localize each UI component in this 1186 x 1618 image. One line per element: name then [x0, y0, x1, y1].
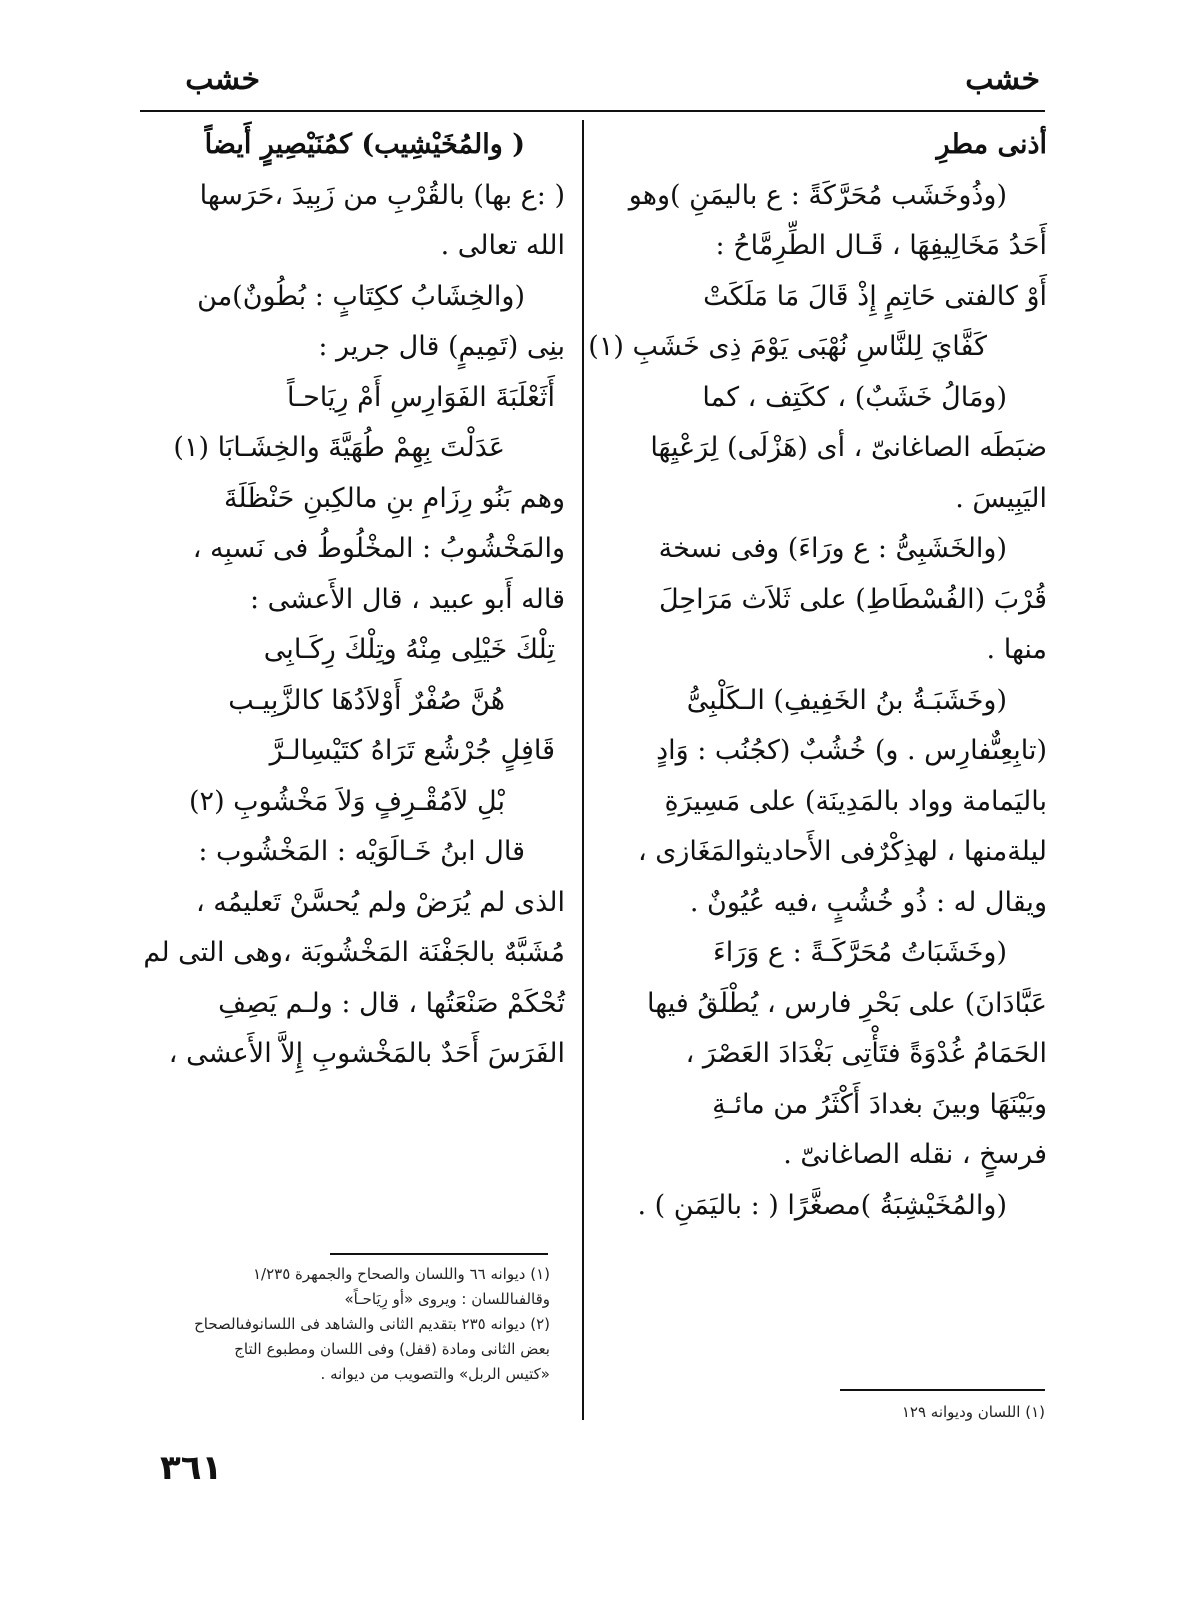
verse-line: هُنَّ صُفْرٌ أَوْلاَدُهَا كالزَّبِيـب — [228, 684, 505, 716]
running-header-left: خشب — [185, 62, 260, 97]
footnote: «كتيس الربل» والتصويب من ديوانه . — [320, 1365, 550, 1383]
verse-line: عَدَلْتَ بِهِمْ طُهَيَّةَ والخِشَـابَا (١) — [173, 432, 505, 463]
verse-line: كَفَّايَ لِلنَّاسِ نُهْبَى يَوْمَ ذِى خَشَبِ (١) — [588, 331, 987, 362]
text-line: والمَخْشُوبُ : المخْلُوطُ فى نَسبِه ، — [192, 533, 565, 564]
text-line: (ومَالُ خَشَبٌ) ، ككَتِف ، كما — [702, 381, 1007, 413]
text-line: تُحْكَمْ صَنْعَتُها ، قال : ولـم يَصِفِ — [218, 987, 565, 1019]
text-line: (وذُوخَشَب مُحَرَّكَةً : ع باليمَنِ )وهو — [628, 179, 1007, 211]
text-line: (تابِعِىٌّفارِس . و) خُشُبٌ (كجُنُب : وَادٍ — [656, 735, 1047, 766]
text-line: (وخَشَبَاتُ مُحَرَّكَـةً : ع وَرَاءَ — [713, 937, 1007, 968]
text-line: قُرْبَ (الفُسْطَاطِ) على ثَلاَث مَرَاحِلَ — [658, 583, 1047, 615]
text-line: ( والمُخَيْشِيب) كمُنَيْصِيرٍ أَيضاً — [204, 129, 525, 160]
text-line: منها . — [986, 634, 1047, 665]
text-line: بنِى (تَمِيمٍ) قال جرير : — [318, 331, 565, 362]
text-line: (والمُخَيْشِبَةُ )مصغَّرًا ( : باليَمَنِ ) . — [637, 1189, 1007, 1221]
text-line: الحَمَامُ غُدْوَةً فتَأْتِى بَغْدَادَ العَصْرَ ، — [685, 1038, 1047, 1069]
text-line: أذنى مطرِ — [936, 129, 1047, 160]
text-line: الله تعالى . — [440, 230, 565, 261]
verse-line: بْلِ لاَمُقْـرِفٍ وَلاَ مَخْشُوبِ (٢) — [189, 785, 505, 817]
footnote-rule — [330, 1253, 548, 1255]
footnote: (٢) ديوانه ٢٣٥ بتقديم الثانى والشاهد فى اللسانوفىالصحاح — [194, 1315, 550, 1333]
verse-line: قَافِلٍ جُرْشُع تَرَاهُ كتَيْسِالـرَّ — [269, 735, 555, 766]
text-line: ( :ع بها) بالقُرْبِ من زَبِيدَ ،حَرَسها — [199, 179, 565, 211]
footnote-rule — [840, 1389, 1045, 1391]
text-line: اليَبِيسَ . — [955, 482, 1047, 514]
text-line: الفَرَسَ أَحَدٌ بالمَخْشوبِ إِلاَّ الأَعشى ، — [168, 1038, 565, 1069]
text-line: وهم بَنُو رِزَامِ بنِ مالكِبنِ حَنْظَلَةَ — [223, 482, 565, 514]
text-line: (والخِشَابُ ككِتَابٍ : بُطُونٌ)من — [197, 280, 525, 312]
right-footnotes — [800, 1400, 1045, 1425]
right-column — [588, 120, 1047, 1231]
text-line: ضبَطَه الصاغانىّ ، أى (هَزْلَى) لِرَعْيِهَا — [650, 432, 1047, 463]
left-footnotes — [135, 1262, 550, 1387]
verse-line: أَوْ كالفتى حَاتِمٍ إِذْ قَالَ مَا مَلَكَتْ — [703, 280, 1047, 312]
text-line: مُشَبَّهٌ بالجَفْنَة المَخْشُوبَة ،وهى التى لم — [143, 937, 565, 968]
text-line: باليَمامة وواد بالمَدِينَة) على مَسِيرَةِ — [664, 785, 1047, 817]
text-line: (والخَشَبِىُّ : ع ورَاءَ) وفى نسخة — [658, 533, 1007, 564]
footnote: (١) اللسان وديوانه ١٢٩ — [901, 1403, 1045, 1421]
text-line: أَحَدُ مَخَالِيفِهَا ، قَـال الطِّرِمَّاحُ : — [715, 230, 1047, 261]
text-line: (وخَشَبَـةُ بنُ الخَفِيفِ) الـكَلْبِىُّ — [686, 684, 1007, 716]
left-column — [140, 120, 565, 1080]
column-divider — [582, 120, 584, 1420]
running-header-right: خشب — [965, 62, 1040, 97]
text-line: ليلةمنها ، لهذِكْرٌفى الأَحاديثوالمَغَازى ، — [637, 836, 1047, 867]
text-line: عَبَّادَانَ) على بَحْرِ فارس ، يُطْلَقُ فيها — [647, 987, 1047, 1019]
header-rule — [140, 110, 1045, 112]
page-number: ٣٦١ — [160, 1448, 223, 1488]
text-line: قاله أَبو عبيد ، قال الأَعشى : — [249, 583, 565, 615]
text-line: ويقال له : ذُو خُشُبٍ ،فيه عُيُونٌ . — [689, 886, 1047, 918]
footnote: وقالفىاللسان : ويروى «أو رِيَاحـاً» — [344, 1290, 550, 1308]
text-line: قال ابنُ خَـالَوَيْه : المَخْشُوب : — [198, 836, 525, 867]
verse-line: أَثَعْلَبَةَ الفَوَارِسِ أَمْ رِيَاحـاً — [286, 381, 555, 413]
text-line: وبَيْنَهَا وبينَ بغدادَ أَكْثَرُ من مائـةِ — [712, 1088, 1047, 1120]
footnote: بعض الثانى ومادة (قفل) وفى اللسان ومطبوع التاج — [234, 1340, 550, 1358]
text-line: الذى لم يُرَضْ ولم يُحسَّنْ تَعليمُه ، — [195, 886, 565, 918]
text-line: فرسخٍ ، نقله الصاغانىّ . — [783, 1139, 1047, 1170]
verse-line: تِلْكَ خَيْلِى مِنْهُ وتِلْكَ رِكَـابِى — [263, 634, 555, 665]
footnote: (١) ديوانه ٦٦ واللسان والصحاح والجمهرة ١/٢٣٥ — [252, 1265, 550, 1283]
